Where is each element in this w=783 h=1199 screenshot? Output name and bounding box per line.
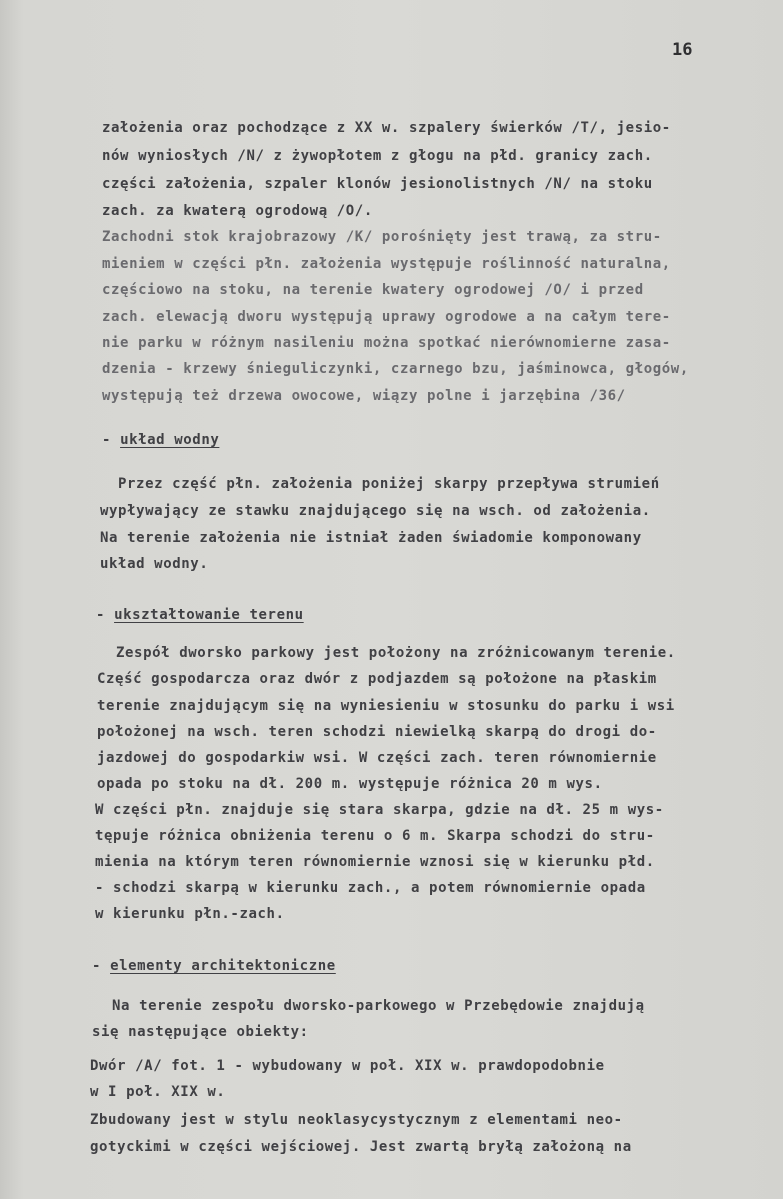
text-line: opada po stoku na dł. 200 m. występuje różnica 20 m wys. bbox=[97, 776, 603, 792]
section-heading-water: - układ wodny bbox=[102, 432, 220, 448]
text-line: Przez część płn. założenia poniżej skarpy przepływa strumień bbox=[118, 476, 660, 492]
text-line: Zachodni stok krajobrazowy /K/ porośnięty jest trawą, za stru- bbox=[102, 229, 662, 245]
text-line: - schodzi skarpą w kierunku zach., a potem równomiernie opada bbox=[95, 880, 646, 896]
heading-label: ukształtowanie terenu bbox=[114, 607, 304, 623]
text-line: części założenia, szpaler klonów jesionolistnych /N/ na stoku bbox=[102, 176, 653, 192]
text-line: dzenia - krzewy śnieguliczynki, czarnego bzu, jaśminowca, głogów, bbox=[102, 361, 689, 377]
text-line: zach. za kwaterą ogrodową /O/. bbox=[102, 203, 373, 219]
text-line: wypływający ze stawku znajdującego się na wsch. od założenia. bbox=[100, 503, 651, 519]
text-line: jazdowej do gospodarkiw wsi. W części zach. teren równomiernie bbox=[97, 750, 657, 766]
section-heading-architecture: - elementy architektoniczne bbox=[92, 958, 336, 974]
text-line: W części płn. znajduje się stara skarpa, gdzie na dł. 25 m wys- bbox=[95, 802, 664, 818]
text-line: nie parku w różnym nasileniu można spotkać nierównomierne zasa- bbox=[102, 335, 671, 351]
text-line: założenia oraz pochodzące z XX w. szpalery świerków /T/, jesio- bbox=[102, 120, 671, 136]
text-line: nów wyniosłych /N/ z żywopłotem z głogu na płd. granicy zach. bbox=[102, 148, 653, 164]
heading-label: elementy architektoniczne bbox=[110, 958, 336, 974]
heading-label: układ wodny bbox=[120, 432, 220, 448]
text-line: Zbudowany jest w stylu neoklasycystycznym z elementami neo- bbox=[90, 1112, 623, 1128]
text-line: Na terenie zespołu dworsko-parkowego w Przebędowie znajdują bbox=[112, 998, 645, 1014]
text-line: terenie znajdującym się na wyniesieniu w stosunku do parku i wsi bbox=[97, 698, 675, 714]
text-line: częściowo na stoku, na terenie kwatery ogrodowej /O/ i przed bbox=[102, 282, 644, 298]
section-heading-terrain: - ukształtowanie terenu bbox=[96, 607, 304, 623]
text-line: Dwór /A/ fot. 1 - wybudowany w poł. XIX w. prawdopodobnie bbox=[90, 1058, 605, 1074]
text-line: Część gospodarcza oraz dwór z podjazdem są położone na płaskim bbox=[97, 671, 657, 687]
page-number: 16 bbox=[672, 40, 693, 60]
text-line: tępuje różnica obniżenia terenu o 6 m. Skarpa schodzi do stru- bbox=[95, 828, 655, 844]
text-line: gotyckimi w części wejściowej. Jest zwartą bryłą założoną na bbox=[90, 1139, 632, 1155]
text-line: zach. elewacją dworu występują uprawy ogrodowe a na całym tere- bbox=[102, 309, 671, 325]
text-line: występują też drzewa owocowe, wiązy polne i jarzębina /36/ bbox=[102, 388, 626, 404]
text-line: Zespół dworsko parkowy jest położony na zróżnicowanym terenie. bbox=[116, 645, 676, 661]
text-line: mienia na którym teren równomiernie wznosi się w kierunku płd. bbox=[95, 854, 655, 870]
text-line: się następujące obiekty: bbox=[92, 1024, 309, 1040]
text-line: w kierunku płn.-zach. bbox=[95, 906, 285, 922]
text-line: Na terenie założenia nie istniał żaden świadomie komponowany bbox=[100, 530, 642, 546]
text-line: mieniem w części płn. założenia występuje roślinność naturalna, bbox=[102, 256, 671, 272]
text-line: układ wodny. bbox=[100, 556, 209, 572]
text-line: w I poł. XIX w. bbox=[90, 1084, 226, 1100]
text-line: położonej na wsch. teren schodzi niewielką skarpą do drogi do- bbox=[97, 724, 657, 740]
